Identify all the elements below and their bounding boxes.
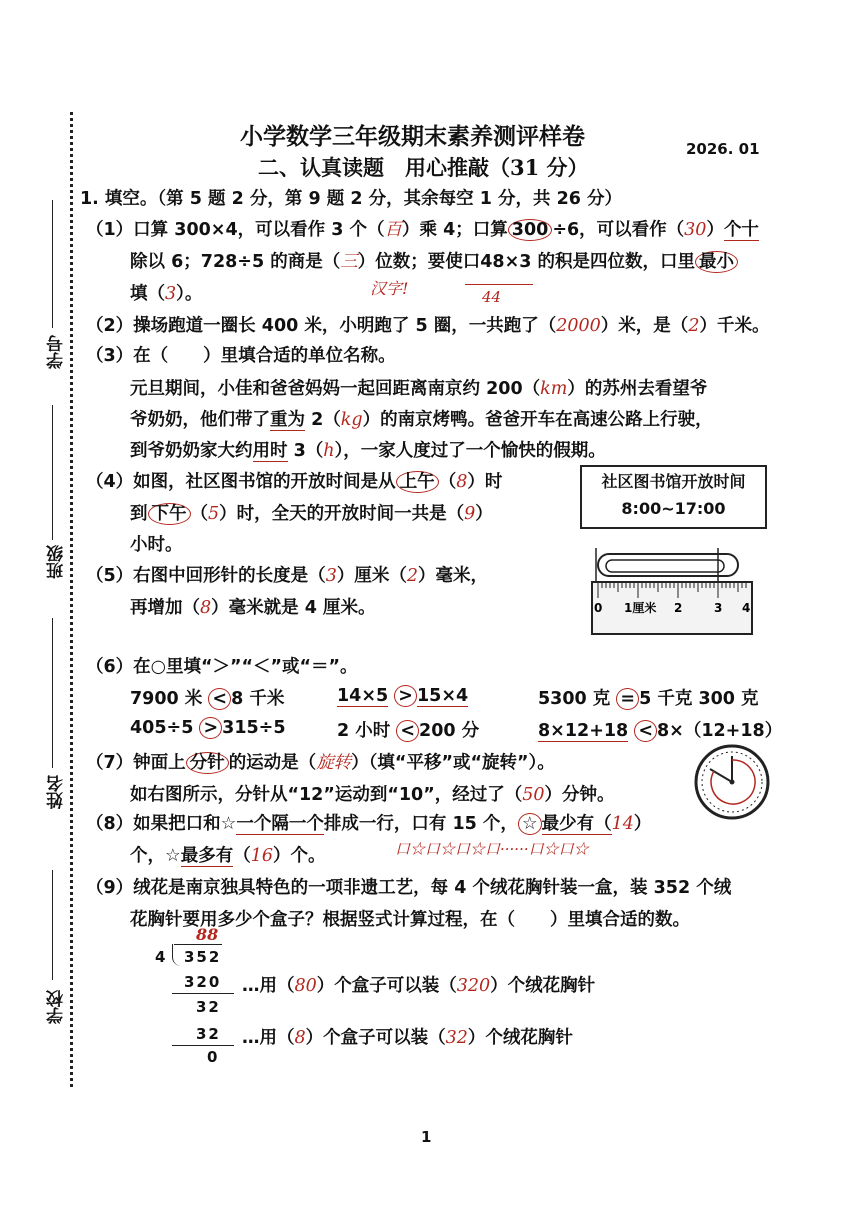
p9-row1 (242, 972, 595, 997)
text: ）位数；要使口48×3 的积是四位数，口里 (357, 252, 696, 272)
compare-right: 8×（12+18） (656, 721, 783, 741)
text: 爷奶奶，他们带了 (130, 410, 270, 430)
answer: 3 (325, 566, 337, 586)
p5-line1 (86, 562, 488, 587)
circled-text: 分针 (186, 752, 229, 774)
compare-sign: < (634, 720, 657, 742)
text: 到爷奶奶家大约 (130, 441, 253, 461)
handwritten-sketch: 口☆口☆口☆口······口☆口☆ (395, 840, 589, 858)
compare-left: 7900 米 (130, 689, 203, 709)
text: ）千米。 (699, 316, 770, 336)
step-line (172, 1045, 234, 1046)
paperclip-inner (606, 560, 724, 572)
compare-left: 14×5 (337, 686, 389, 706)
clock-center (730, 780, 735, 785)
underlined-text: 一个隔一个 (236, 814, 324, 834)
text: 排成一行，口有 15 个， (323, 814, 518, 834)
step-line (172, 993, 234, 994)
compare-sign: < (396, 720, 419, 742)
class-field-line (52, 405, 53, 540)
circled-text: 上午 (396, 471, 439, 493)
page-title: 小学数学三年级期末素养测评样卷 (240, 123, 585, 150)
underlined-text: 个十 (723, 220, 759, 240)
p4-line2 (130, 500, 493, 525)
text: ）厘米（ (336, 566, 407, 586)
compare-right: 5 千克 300 克 (639, 689, 759, 709)
remainder-2: 0 (207, 1048, 218, 1066)
text: ）的苏州去看望爷 (567, 379, 708, 399)
answer: kg (340, 410, 363, 430)
compare-sign: > (199, 717, 222, 739)
underlined-text: 最少有（ (541, 814, 612, 834)
text: ）毫米， (417, 566, 488, 586)
text: （5）右图中回形针的长度是（ (86, 566, 326, 586)
name-label: 姓名 (47, 775, 67, 809)
text: （ (438, 472, 457, 492)
ruler-label-0: 0 (594, 601, 603, 615)
text: ）个绒花胸针 (467, 1028, 573, 1048)
answer: 8 (456, 472, 468, 492)
subtrahend-1: 320 (184, 973, 222, 991)
name-field-line (52, 618, 53, 768)
compare-item (538, 717, 782, 742)
id-field-line (52, 200, 53, 328)
text: ）个绒花胸针 (490, 976, 596, 996)
text: ）时，全天的开放时间一共是（ (219, 504, 465, 524)
text: 3（ (287, 441, 324, 461)
text: …用（ (242, 976, 295, 996)
ruler-label-2: 2 (674, 601, 683, 615)
text: ）分钟。 (544, 785, 615, 805)
p9-row2 (242, 1024, 573, 1049)
answer: 320 (456, 976, 491, 996)
text: ） (475, 504, 493, 524)
compare-sign: > (394, 685, 417, 707)
p3-line1 (130, 375, 707, 400)
class-label: 班级 (47, 545, 67, 579)
text: ）个盒子可以装（ (305, 1028, 446, 1048)
text: 除以 6；728÷5 的商是（ (130, 252, 341, 272)
p7-line1 (86, 749, 555, 774)
box-time: 8:00~17:00 (621, 499, 726, 518)
subtrahend-2: 32 (196, 1025, 221, 1043)
answer: 8 (294, 1028, 306, 1048)
circled-text: 最小 (695, 251, 738, 273)
answer: 2000 (556, 316, 601, 336)
compare-right: 8 千米 (231, 689, 285, 709)
answer: h (323, 441, 335, 461)
p5-line2 (130, 594, 376, 619)
compare-item (538, 685, 759, 710)
answer: 8 (200, 598, 212, 618)
p4-line1 (86, 468, 502, 493)
compare-sign: = (616, 688, 639, 710)
answer: km (540, 379, 568, 399)
box-title: 社区图书馆开放时间 (601, 472, 746, 491)
text: ）米，是（ (600, 316, 689, 336)
compare-item (337, 685, 468, 707)
text: ） (633, 814, 652, 834)
p1-line3 (130, 280, 202, 305)
ruler-label-1: 1厘米 (624, 601, 657, 615)
p3-line2 (130, 406, 713, 431)
compare-item (130, 717, 286, 739)
text: ） (706, 220, 724, 240)
section-title: 二、认真读题 用心推敲（31 分） (258, 155, 589, 180)
text: （4）如图，社区图书馆的开放时间是从 (86, 472, 396, 492)
p8-line1 (86, 810, 651, 835)
compare-left: 8×12+18 (538, 721, 629, 741)
remainder-1: 32 (196, 998, 221, 1016)
text: （2）操场跑道一圈长 400 米，小明跑了 5 圈，一共跑了（ (86, 316, 557, 336)
compare-right: 200 分 (419, 721, 480, 741)
exam-date: 2026. 01 (686, 140, 760, 158)
underlined-text: 用时 (252, 441, 288, 461)
text: ）乘 4；口算 (402, 220, 508, 240)
answer: 5 (208, 504, 220, 524)
compare-left: 405÷5 (130, 718, 194, 738)
text: ）时 (467, 472, 503, 492)
division-bracket (172, 944, 181, 966)
answer: 2 (688, 316, 700, 336)
p1-line2 (130, 248, 738, 273)
answer: 旋转 (316, 753, 352, 773)
p6-heading: （6）在○里填“＞”“＜”或“＝”。 (86, 657, 358, 677)
answer: 三 (340, 252, 358, 272)
quotient: 88 (196, 925, 219, 944)
answer: 50 (522, 785, 545, 805)
text: 如右图所示，分针从“12”运动到“10”，经过了（ (130, 785, 523, 805)
text: ）个。 (272, 846, 326, 866)
text: （8）如果把口和☆ (86, 814, 237, 834)
answer: 16 (250, 846, 273, 866)
text: ）。 (176, 284, 203, 304)
calc-line (465, 284, 533, 285)
underlined-text: 最多有 (180, 846, 234, 866)
answer: 3 (165, 284, 177, 304)
answer: 百 (384, 220, 402, 240)
text: （ (190, 504, 208, 524)
compare-item (130, 685, 284, 710)
compare-left: 5300 克 (538, 689, 611, 709)
library-hours-box (580, 465, 767, 529)
p8-line2 (130, 842, 325, 867)
question-heading: 1. 填空。（第 5 题 2 分，第 9 题 2 分，其余每空 1 分，共 26 分） (80, 189, 623, 209)
text: ）毫米就是 4 厘米。 (211, 598, 376, 618)
p3-heading: （3）在（ ）里填合适的单位名称。 (86, 346, 396, 366)
star-circle: ☆ (518, 813, 542, 835)
divisor: 4 (155, 948, 166, 966)
p9-line1: （9）绒花是南京独具特色的一项非遗工艺，每 4 个绒花胸针装一盒，装 352 个绒 (86, 878, 732, 898)
id-label: 学号 (47, 335, 67, 369)
clock-figure (693, 743, 771, 821)
p3-line3 (130, 437, 606, 462)
answer: 30 (684, 220, 707, 240)
school-field-line (52, 870, 53, 980)
text: …用（ (242, 1028, 295, 1048)
binding-line (70, 112, 73, 1087)
school-label: 学校 (47, 990, 67, 1024)
text: ），一家人度过了一个愉快的假期。 (334, 441, 606, 461)
text: ）的南京烤鸭。爸爸开车在高速公路上行驶， (362, 410, 713, 430)
division-bar (174, 944, 222, 945)
text: ）（填“平移”或“旋转”）。 (351, 753, 555, 773)
p1-line1 (86, 216, 759, 241)
ruler-figure (590, 548, 755, 638)
text: 元旦期间，小佳和爸爸妈妈一起回距离南京约 200（ (130, 379, 541, 399)
answer: 14 (611, 814, 634, 834)
ruler-label-3: 3 (714, 601, 723, 615)
p7-line2 (130, 781, 615, 806)
text: 2（ (305, 410, 341, 430)
compare-right: 15×4 (416, 686, 469, 706)
answer: 2 (406, 566, 418, 586)
answer: 32 (445, 1028, 468, 1048)
text: 到 (130, 504, 148, 524)
text: （7）钟面上 (86, 753, 186, 773)
compare-right: 315÷5 (222, 718, 286, 738)
text: 再增加（ (130, 598, 200, 618)
p2-line (86, 312, 769, 337)
text: （ (233, 846, 251, 866)
handwritten-note: 汉字! (370, 279, 409, 298)
text: 个，☆ (130, 846, 181, 866)
compare-item (337, 717, 479, 742)
text: 的运动是（ (228, 753, 317, 773)
text: ）个盒子可以装（ (316, 976, 457, 996)
circled-text: 下午 (148, 503, 191, 525)
compare-left: 2 小时 (337, 721, 391, 741)
text: ÷6，可以看作（ (552, 220, 685, 240)
ruler-body (592, 582, 752, 634)
text: 填（ (130, 284, 165, 304)
answer: 9 (464, 504, 476, 524)
ruler-label-4: 4 (742, 601, 751, 615)
p9-line2: 花胸针要用多少个盒子？根据竖式计算过程，在（ ）里填合适的数。 (130, 910, 690, 930)
calc-result: 44 (482, 288, 502, 306)
page-number: 1 (421, 1128, 432, 1146)
text: （1）口算 300×4，可以看作 3 个（ (86, 220, 385, 240)
answer: 80 (294, 976, 317, 996)
underlined-text: 重为 (270, 410, 305, 430)
p4-line3: 小时。 (130, 535, 183, 555)
dividend: 352 (184, 948, 222, 966)
compare-sign: < (208, 688, 231, 710)
circled-number: 300 (508, 219, 553, 241)
